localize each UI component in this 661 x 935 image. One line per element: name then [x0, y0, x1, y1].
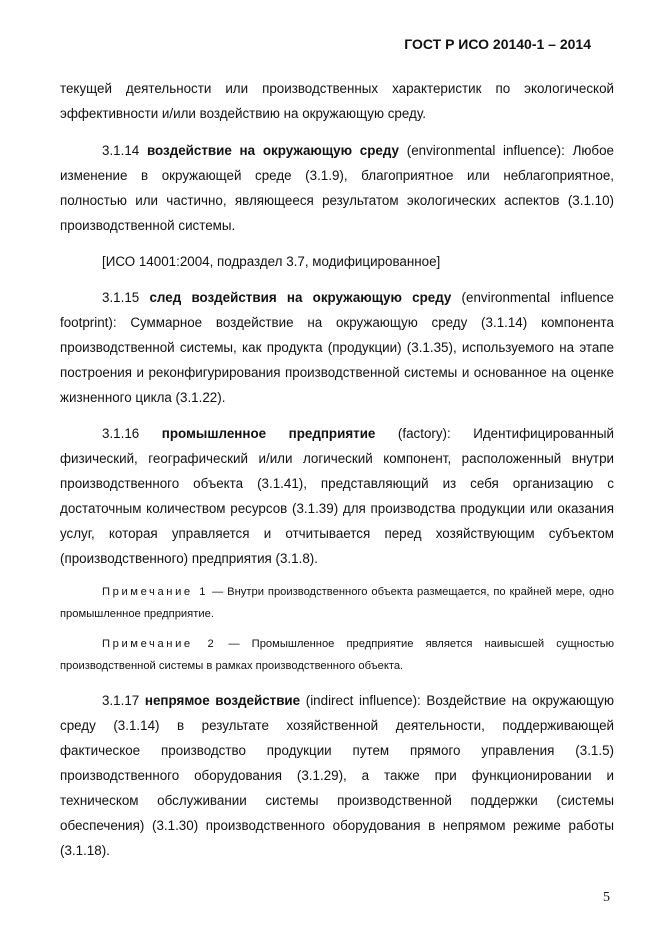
term-3-1-17 — [60, 688, 614, 863]
note-1 — [60, 581, 614, 625]
term-number: 3.1.17 — [102, 693, 140, 708]
page-number: 5 — [603, 890, 610, 905]
term-definition: (environmental influence footprint): Суммарное воздействие на окружающую среду (3.1.14) компонента производственной системы, как продукта (продукции) (3.1.35), используемого на этапе построения и реконфигурирования производственной системы и основанное на оценке жизненного цикла (3.1.22). — [60, 290, 614, 405]
term-number: 3.1.16 — [102, 426, 140, 441]
note-text: — Внутри производственного объекта размещается, по крайней мере, одно промышленное предприятие. — [60, 586, 614, 620]
source-reference: [ИСО 14001:2004, подраздел 3.7, модифицированное] — [102, 254, 441, 269]
term-3-1-15 — [60, 285, 614, 410]
note-2 — [60, 633, 614, 677]
term-definition: (indirect influence): Воздействие на окружающую среду (3.1.14) в результате хозяйственной деятельности, поддерживающей фактическое производство продукции путем прямого управления (3.1.5) производственного оборудования (3.1.29), а также при функционировании и техническом обслуживании системы производственной поддержки (системы обеспечения) (3.1.30) производственного оборудования в непрямом режиме работы (3.1.18). — [60, 693, 614, 858]
note-label: Примечание 1 — [102, 586, 209, 598]
term-definition: (environmental influence): Любое изменение в окружающей среде (3.1.9), благоприятное или неблагоприятное, полностью или частично, являющееся результатом экологических аспектов (3.1.10) производственной системы. — [60, 143, 614, 233]
term-number: 3.1.15 — [102, 290, 140, 305]
term-definition: (factory): Идентифицированный физический, географический и/или логический компонент, расположенный внутри производственного объекта (3.1.41), представляющий из себя организацию с достаточным количеством ресурсов (3.1.39) для производства продукции или оказания услуг, которая управляется и отчитывается перед хозяйствующим субъектом (производственного) предприятия (3.1.8). — [60, 426, 614, 566]
note-text: — Промышленное предприятие является наивысшей сущностью производственной системы в рамках производственного объекта. — [60, 638, 614, 672]
term-3-1-14 — [60, 138, 614, 238]
intro-paragraph: текущей деятельности или производственных характеристик по экологической эффективности и/или воздействию на окружающую среду. — [60, 81, 614, 121]
document-body — [60, 76, 614, 863]
document-header-code: ГОСТ Р ИСО 20140-1 – 2014 — [404, 36, 591, 52]
term-title: непрямое воздействие — [144, 693, 301, 708]
term-number: 3.1.14 — [102, 143, 140, 158]
term-title: след воздействия на окружающую среду — [149, 290, 452, 305]
note-label: Примечание 2 — [102, 638, 217, 650]
term-title: воздействие на окружающую среду — [146, 143, 399, 158]
term-title: промышленное предприятие — [161, 426, 376, 441]
term-3-1-16 — [60, 421, 614, 571]
